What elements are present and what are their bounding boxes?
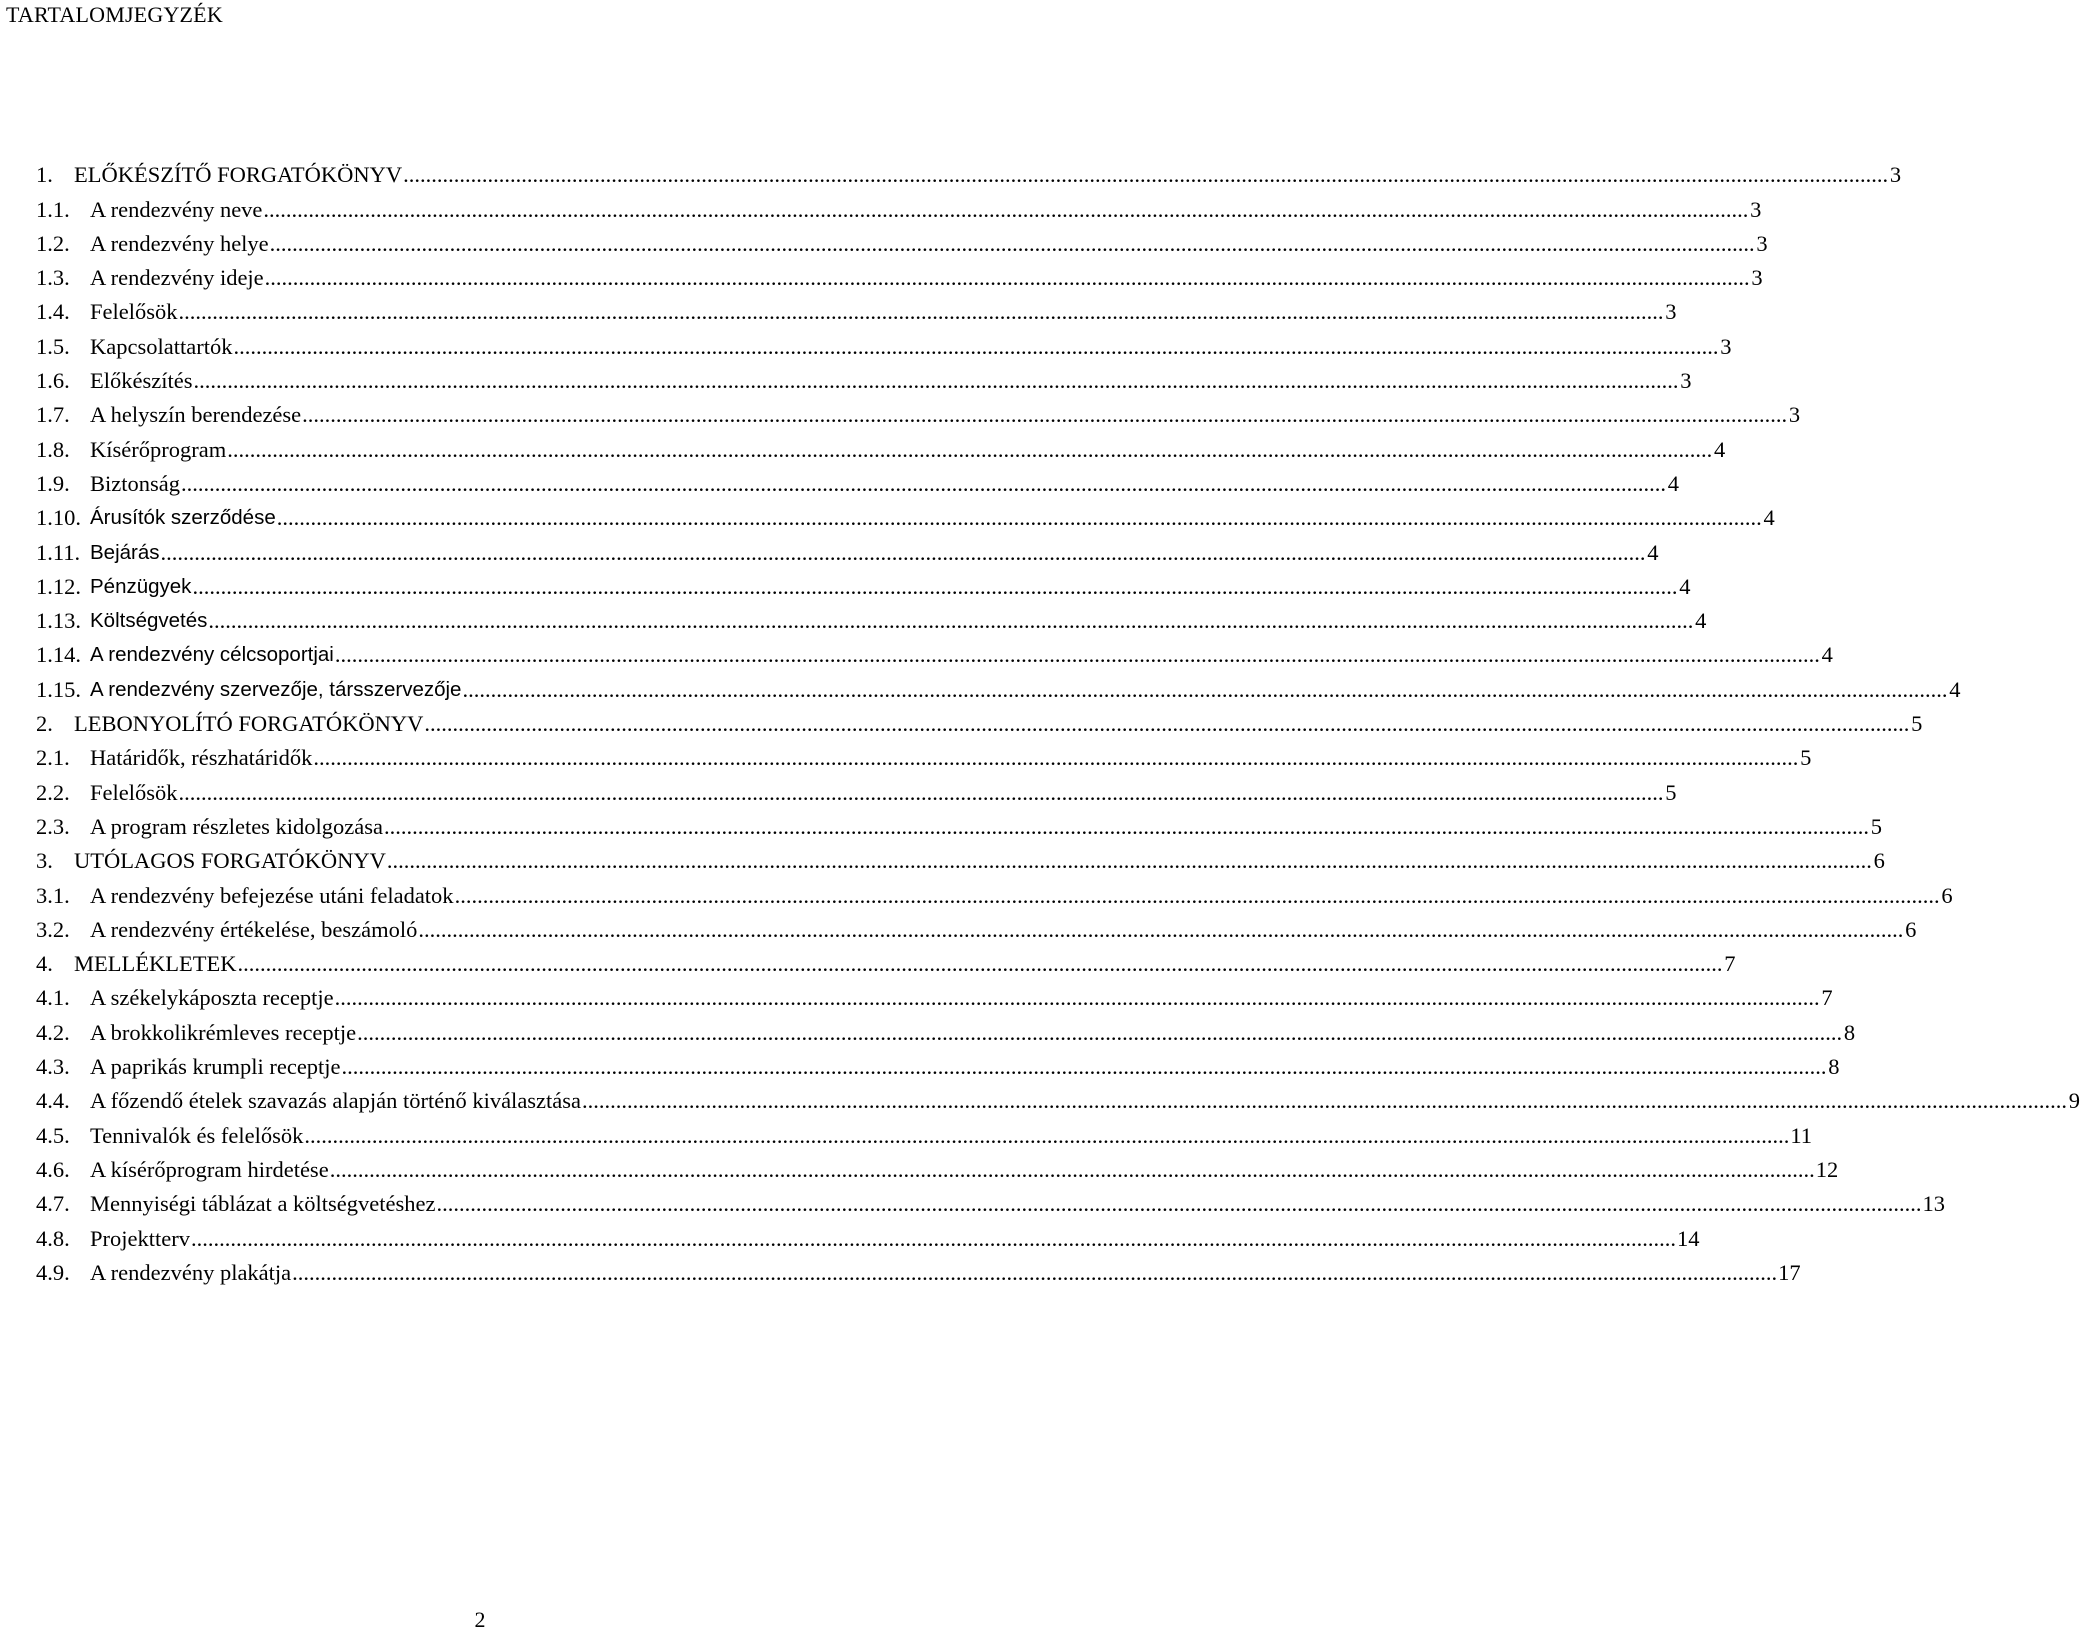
toc-entry[interactable] [36,291,1677,325]
dot-leader [193,368,1678,394]
toc-entry-title: A helyszín berendezése [90,402,302,428]
dot-leader [335,985,1820,1011]
toc-entry[interactable] [36,1252,1801,1286]
dot-leader [403,162,1888,188]
toc-entry-number: 4.8. [36,1225,70,1251]
toc-entry-title: Tennivalók és felelősök [90,1122,304,1148]
toc-entry-number: 2. [36,711,53,737]
toc-entry[interactable] [36,154,1902,188]
toc-entry-number: 4.2. [36,1019,70,1045]
toc-entry-page: 4 [1821,642,1833,668]
toc-entry[interactable] [36,1046,1840,1080]
toc-entry-title: Pénzügyek [90,574,192,598]
toc-entry-title: A program részletes kidolgozása [90,813,384,839]
toc-entry-page: 4 [1763,505,1775,531]
toc-entry[interactable] [36,874,1953,908]
toc-entry[interactable] [36,600,1707,634]
toc-entry-page: 8 [1843,1019,1856,1045]
toc-entry-number: 2.1. [36,745,70,771]
dot-leader [233,334,1718,360]
toc-entry-number: 1.8. [36,436,70,462]
toc-entry-page: 12 [1815,1156,1839,1182]
toc-entry[interactable] [36,257,1763,291]
toc-entry-number: 4.1. [36,985,70,1011]
toc-entry-number: 3. [36,848,53,874]
dot-leader [455,883,1940,909]
toc-entry-number: 3.2. [36,916,70,942]
toc-entry-number: 2.2. [36,779,70,805]
toc-entry-title: A brokkolikrémleves receptje [90,1019,357,1045]
toc-entry-title: A rendezvény szervezője, társszervezője [90,677,462,701]
toc-entry-page: 4 [1667,470,1679,496]
dot-leader [384,814,1869,840]
toc-entry-page: 4 [1949,676,1961,702]
toc-entry[interactable] [36,223,1768,257]
toc-entry-title: A kísérőprogram hirdetése [90,1156,329,1182]
toc-entry-page: 5 [1665,779,1677,805]
toc-entry-page: 3 [1788,402,1801,428]
toc-entry[interactable] [36,703,1923,737]
toc-entry-title: A rendezvény neve [90,196,263,222]
toc-entry-page: 3 [1665,299,1677,325]
dot-leader [179,299,1664,325]
dot-leader [357,1020,1842,1046]
toc-entry-title: UTÓLAGOS FORGATÓKÖNYV [74,848,386,874]
toc-entry-title: Határidők, részhatáridők [90,745,313,771]
toc-entry-number: 1.1. [36,196,70,222]
page-number: 2 [474,1607,486,1632]
toc-entry-number: 1.5. [36,333,70,359]
toc-entry[interactable] [36,1217,1700,1251]
toc-entry-number: 4.6. [36,1156,70,1182]
toc-entry-number: 4. [36,951,53,977]
dot-leader [270,231,1755,257]
toc-entry-page: 3 [1680,368,1692,394]
toc-entry-number: 4.3. [36,1054,70,1080]
toc-entry[interactable] [36,497,1775,531]
dot-leader [161,540,1646,566]
toc-entry-page: 17 [1778,1259,1801,1285]
toc-entry-page: 6 [1873,848,1885,874]
toc-entry[interactable] [36,1011,1856,1045]
toc-entry[interactable] [36,463,1679,497]
table-of-contents [36,154,2080,1286]
toc-entry-page: 3 [1756,230,1768,256]
toc-entry-number: 1.6. [36,368,70,394]
toc-entry-title: Biztonság [90,470,180,496]
dot-leader [292,1260,1777,1286]
toc-entry-number: 1. [36,162,53,188]
toc-entry[interactable] [36,634,1833,668]
dot-leader [424,711,1909,737]
dot-leader [192,574,1677,600]
toc-entry-title: Felelősök [90,299,178,325]
toc-entry-page: 7 [1724,951,1736,977]
toc-entry-number: 1.3. [36,265,70,291]
toc-entry[interactable] [36,977,1833,1011]
toc-entry-number: 4.4. [36,1088,70,1114]
dot-leader [181,471,1666,497]
toc-entry[interactable] [36,428,1726,462]
toc-entry-number: 1.13. [36,608,81,634]
toc-entry-number: 1.7. [36,402,70,428]
toc-entry-page: 3 [1720,333,1732,359]
dot-leader [418,917,1903,943]
toc-entry-title: A rendezvény ideje [90,265,264,291]
toc-entry-page: 9 [2068,1088,2080,1114]
toc-entry-number: 1.2. [36,230,70,256]
toc-entry-page: 11 [1790,1122,1813,1148]
dot-leader [335,642,1820,668]
toc-entry-page: 4 [1647,539,1659,565]
toc-entry[interactable] [36,531,1659,565]
toc-entry-page: 5 [1911,711,1923,737]
toc-entry-number: 2.3. [36,813,70,839]
toc-entry-page: 4 [1713,436,1726,462]
toc-entry-title: Projektterv [90,1225,190,1251]
toc-entry[interactable] [36,325,1732,359]
toc-entry[interactable] [36,566,1691,600]
dot-leader [265,265,1750,291]
toc-entry-title: Mennyiségi táblázat a költségvetéshez [90,1191,436,1217]
dot-leader [227,437,1712,463]
dot-leader [179,780,1664,806]
toc-entry-title: A rendezvény befejezése utáni feladatok [90,882,454,908]
toc-entry-title: Bejárás [90,540,160,564]
toc-entry-number: 1.12. [36,573,81,599]
toc-entry[interactable] [36,360,1692,394]
toc-entry[interactable] [36,1183,1945,1217]
dot-leader [277,505,1762,531]
toc-entry[interactable] [36,1114,1813,1148]
toc-entry-title: Előkészítés [90,368,193,394]
toc-entry[interactable] [36,1149,1839,1183]
toc-entry-title: A rendezvény értékelése, beszámoló [90,916,418,942]
toc-entry-number: 1.11. [36,539,81,565]
toc-entry-title: Árusítók szerződése [90,506,276,530]
toc-entry-page: 5 [1870,813,1883,839]
toc-entry-number: 4.7. [36,1191,70,1217]
toc-entry-title: LEBONYOLÍTÓ FORGATÓKÖNYV [74,711,424,737]
toc-entry-title: Kapcsolattartók [90,333,233,359]
toc-entry[interactable] [36,737,1812,771]
dot-leader [237,951,1722,977]
toc-entry-title: A rendezvény célcsoportjai [90,643,334,667]
toc-entry-page: 4 [1679,573,1691,599]
toc-entry-title: MELLÉKLETEK [74,951,237,977]
toc-entry-number: 3.1. [36,882,70,908]
toc-entry-number: 4.5. [36,1122,70,1148]
dot-leader [462,677,1947,703]
toc-entry-title: ELŐKÉSZÍTŐ FORGATÓKÖNYV [74,162,403,188]
toc-entry[interactable] [36,394,1801,428]
toc-entry-number: 1.9. [36,470,70,496]
toc-entry-page: 6 [1941,882,1953,908]
toc-entry[interactable] [36,668,1961,702]
dot-leader [330,1157,1815,1183]
dot-leader [387,848,1872,874]
dot-leader [342,1054,1827,1080]
dot-leader [437,1191,1922,1217]
toc-entry-page: 14 [1676,1225,1700,1251]
toc-entry[interactable] [36,1080,2080,1114]
toc-entry-title: Költségvetés [90,609,208,633]
toc-entry[interactable] [36,806,1883,840]
toc-entry[interactable] [36,840,1885,874]
toc-entry-title: A főzendő ételek szavazás alapján történő kiválasztása [90,1088,582,1114]
toc-entry-title: A rendezvény helye [90,230,269,256]
toc-entry-page: 7 [1821,985,1833,1011]
toc-entry-title: A székelykáposzta receptje [90,985,334,1011]
toc-entry-title: Felelősök [90,779,178,805]
toc-entry-number: 1.15. [36,676,81,702]
toc-entry-page: 8 [1828,1054,1840,1080]
toc-entry-page: 4 [1695,608,1707,634]
page-title: TARTALOMJEGYZÉK [6,2,223,27]
toc-entry-number: 1.14. [36,642,81,668]
toc-entry[interactable] [36,909,1917,943]
toc-entry-number: 4.9. [36,1259,70,1285]
dot-leader [302,402,1787,428]
dot-leader [304,1123,1789,1149]
toc-entry-page: 3 [1751,265,1763,291]
toc-entry-number: 1.4. [36,299,70,325]
toc-entry[interactable] [36,943,1736,977]
toc-entry[interactable] [36,771,1677,805]
toc-entry-title: Kísérőprogram [90,436,227,462]
dot-leader [208,608,1693,634]
dot-leader [313,745,1798,771]
toc-entry-page: 3 [1889,162,1902,188]
toc-entry-page: 13 [1922,1191,1945,1217]
dot-leader [263,197,1748,223]
toc-entry-page: 3 [1750,196,1762,222]
dot-leader [582,1088,2067,1114]
dot-leader [191,1226,1676,1252]
toc-entry[interactable] [36,188,1762,222]
toc-entry-number: 1.10. [36,505,81,531]
toc-entry-title: A paprikás krumpli receptje [90,1054,341,1080]
toc-entry-page: 5 [1800,745,1812,771]
toc-entry-page: 6 [1905,916,1917,942]
toc-entry-title: A rendezvény plakátja [90,1259,292,1285]
